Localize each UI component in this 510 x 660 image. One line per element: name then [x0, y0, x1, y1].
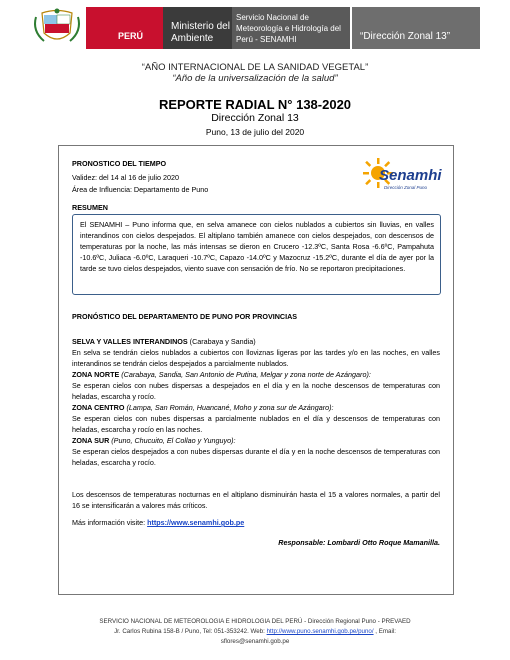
footer — [0, 617, 510, 647]
ministerio-label: Ministerio del Ambiente — [171, 21, 230, 44]
norte-places: (Carabaya, Sandia, San Antonio de Putina, Melgar y zona norte de Azángaro): — [119, 370, 371, 379]
report-date: Puno, 13 de julio del 2020 — [205, 127, 305, 137]
area-text: Área de Influencia: Departamento de Puno — [72, 185, 209, 194]
header-banner — [28, 7, 480, 49]
senamhi-box — [232, 7, 350, 49]
selva-title: SELVA Y VALLES INTERANDINOS — [72, 337, 188, 346]
report-subtitle: Dirección Zonal 13 — [211, 112, 299, 124]
senamhi-label: Servicio Nacional de Meteorología e Hidrología del Perú - SENAMHI — [236, 13, 341, 44]
footer-line1: SERVICIO NACIONAL DE METEOROLOGIA E HIDROLOGIA DEL PERÚ - Dirección Regional Puno - PREVAED — [99, 618, 411, 625]
centro-text: Se esperan cielos con nubes dispersas a parcialmente nublados en el día y descensos de temperaturas con heladas, escarcha y rocío en las noches. — [72, 414, 440, 434]
provincias-heading: PRONÓSTICO DEL DEPARTAMENTO DE PUNO POR PROVINCIAS — [72, 312, 298, 321]
year-motto-2: “Año de la universalización de la salud” — [172, 73, 338, 84]
peru-shield-icon — [28, 7, 86, 49]
footer-address: Jr. Carlos Rubina 158-B / Puno, Tel: 051-353242. Web: — [114, 628, 267, 635]
selva-text: En selva se tendrán cielos nublados a cubiertos con lloviznas ligeras por las tardes y/o en las noches, en valles interandinos se tendrán cielos despejados a parcialmente nublados. — [72, 348, 440, 368]
footer-web-link[interactable]: http://www.puno.senamhi.gob.pe/puno/ — [266, 628, 374, 635]
norte-text: Se esperan cielos con nubes dispersas a despejados en el día y en la noche descensos de temperaturas con heladas, escarcha y rocío. — [72, 381, 440, 401]
year-motto-1: “AÑO INTERNACIONAL DE LA SANIDAD VEGETAL” — [141, 62, 369, 73]
ministerio-box — [163, 7, 232, 49]
sur-title: ZONA SUR — [72, 436, 110, 445]
footer-email-label: , Email: — [373, 628, 396, 635]
norte-title: ZONA NORTE — [72, 370, 120, 379]
resumen-box — [72, 214, 441, 295]
senamhi-logo — [362, 156, 442, 196]
senamhi-website-link[interactable]: https://www.senamhi.gob.pe — [147, 518, 245, 527]
direccion-zonal-label: “Dirección Zonal 13” — [360, 31, 451, 42]
mas-info-label: Más información visite: — [72, 518, 148, 527]
senamhi-logo-subtitle: Dirección Zonal Puno — [384, 185, 428, 190]
validez-text: Validez: del 14 al 16 de julio 2020 — [72, 173, 179, 182]
direccion-zonal-box — [352, 7, 480, 49]
centro-title: ZONA CENTRO — [72, 403, 125, 412]
resumen-text: El SENAMHI – Puno informa que, en selva amanece con cielos nublados a cubiertos sin lluvias, en valles interandinos con cielos despejados. El altiplano también amanece con cielos despejados, con descensos de temperaturas por la noche, las más intensas se dieron en Crucero -12.3ºC, Santa Rosa -6.6ºC, Pampahuta -10.6ºC, Juliaca -6.0ºC, Laraqueri -10.7ºC, Capazo -14.0ºC y Mazocruz -15.2ºC, durante el día de ayer por la tarde se tuvo cielos despejados, viento suave con sensación de frío. No se reportaron precipitaciones. — [80, 220, 434, 273]
senamhi-logo-text: Senamhi — [379, 167, 442, 184]
descensos-text: Los descensos de temperaturas nocturnas en el altiplano disminuirán hasta el 15 a valores normales, a partir del 16 se intensificarán a valores más críticos. — [72, 490, 440, 510]
resumen-heading: RESUMEN — [72, 203, 108, 212]
footer-line2 — [0, 627, 510, 637]
sur-text: Se esperan cielos despejados a con nubes dispersas durante el día y en la noche descensos de temperaturas con heladas, escarcha y rocío. — [72, 447, 440, 467]
peru-label: PERÚ — [118, 31, 144, 41]
selva-section — [72, 336, 440, 468]
pronostico-heading: PRONOSTICO DEL TIEMPO — [72, 159, 167, 168]
sur-places: (Puno, Chucuito, El Collao y Yunguyo): — [109, 436, 236, 445]
centro-places: (Lampa, San Román, Huancané, Moho y zona sur de Azángaro): — [124, 403, 334, 412]
responsable-text: Responsable: Lombardi Otto Roque Mamanilla. — [278, 538, 440, 547]
mas-info-line — [72, 517, 244, 528]
footer-email: sflores@senamhi.gob.pe — [220, 638, 290, 645]
coat-of-arms-logo — [28, 7, 86, 49]
peru-label-box — [86, 7, 163, 49]
report-title: REPORTE RADIAL N° 138-2020 — [158, 97, 352, 112]
selva-places: (Carabaya y Sandia) — [187, 337, 256, 346]
